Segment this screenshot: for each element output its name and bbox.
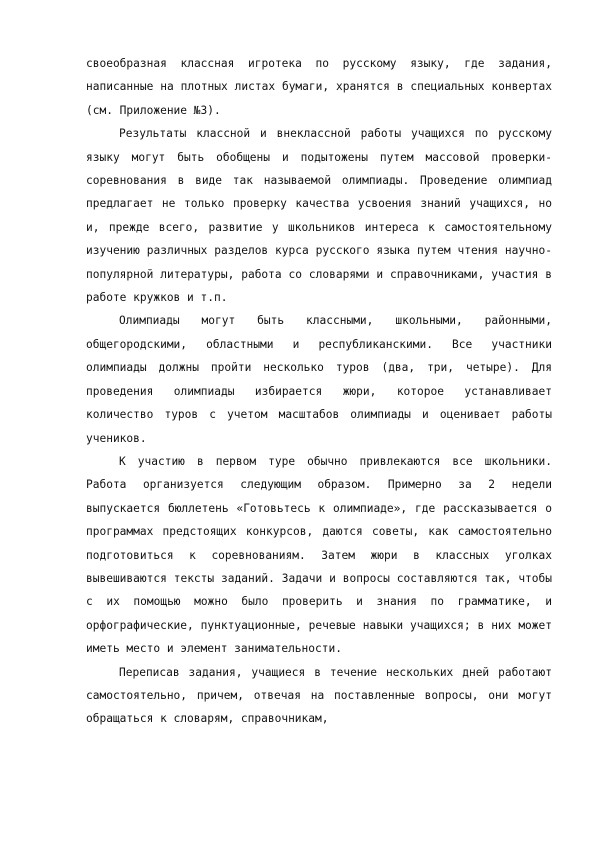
paragraph-first-round: К участию в первом туре обычно привлекаются все школьники. Работа организуется следующим образом. Примерно за 2 недели выпускается бюллетень «Готовьтесь к олимпиаде», где рассказывается о программах предстоящих конкурсов, даются советы, как самостоятельно подготовиться к соревнованиям. Затем жюри в классных уголках вывешиваются тексты заданий. Задачи и вопросы составляются так, чтобы с их помощью можно было проверить и знания по грамматике, и орфографические, пунктуационные, речевые навыки учащихся; в них может иметь место и элемент занимательности. xyxy=(86,454,552,656)
paragraph-continuation: своеобразная классная игротека по русскому языку, где задания, написанные на плотных листах бумаги, хранятся в специальных конвертах (см. Приложение №3). xyxy=(86,57,552,117)
paragraph-olympiad-results: Результаты классной и внеклассной работы учащихся по русскому языку могут быть обобщены и подытожены путем массовой проверки-соревнования в виде так называемой олимпиады. Проведение олимпиад предлагает не только проверку качества усвоения знаний учащихся, но и, прежде всего, развитие у школьников интереса к самостоятельному изучению различных разделов курса русского языка путем чтения научно-популярной литературы, работа со словарями и справочниками, участия в работе кружков и т.п. xyxy=(86,127,552,305)
paragraph-olympiad-types: Олимпиады могут быть классными, школьными, районными, общегородскими, областными и республиканскими. Все участники олимпиады должны пройти несколько туров (два, три, четыре). Для проведения олимпиады избирается жюри, которое устанавливает количество туров с учетом масштабов олимпиады и оценивает работы учеников. xyxy=(86,314,552,445)
document-page xyxy=(86,52,552,731)
paragraph-independent-work: Переписав задания, учащиеся в течение нескольких дней работают самостоятельно, причем, отвечая на поставленные вопросы, они могут обращаться к словарям, справочникам, xyxy=(86,665,552,726)
